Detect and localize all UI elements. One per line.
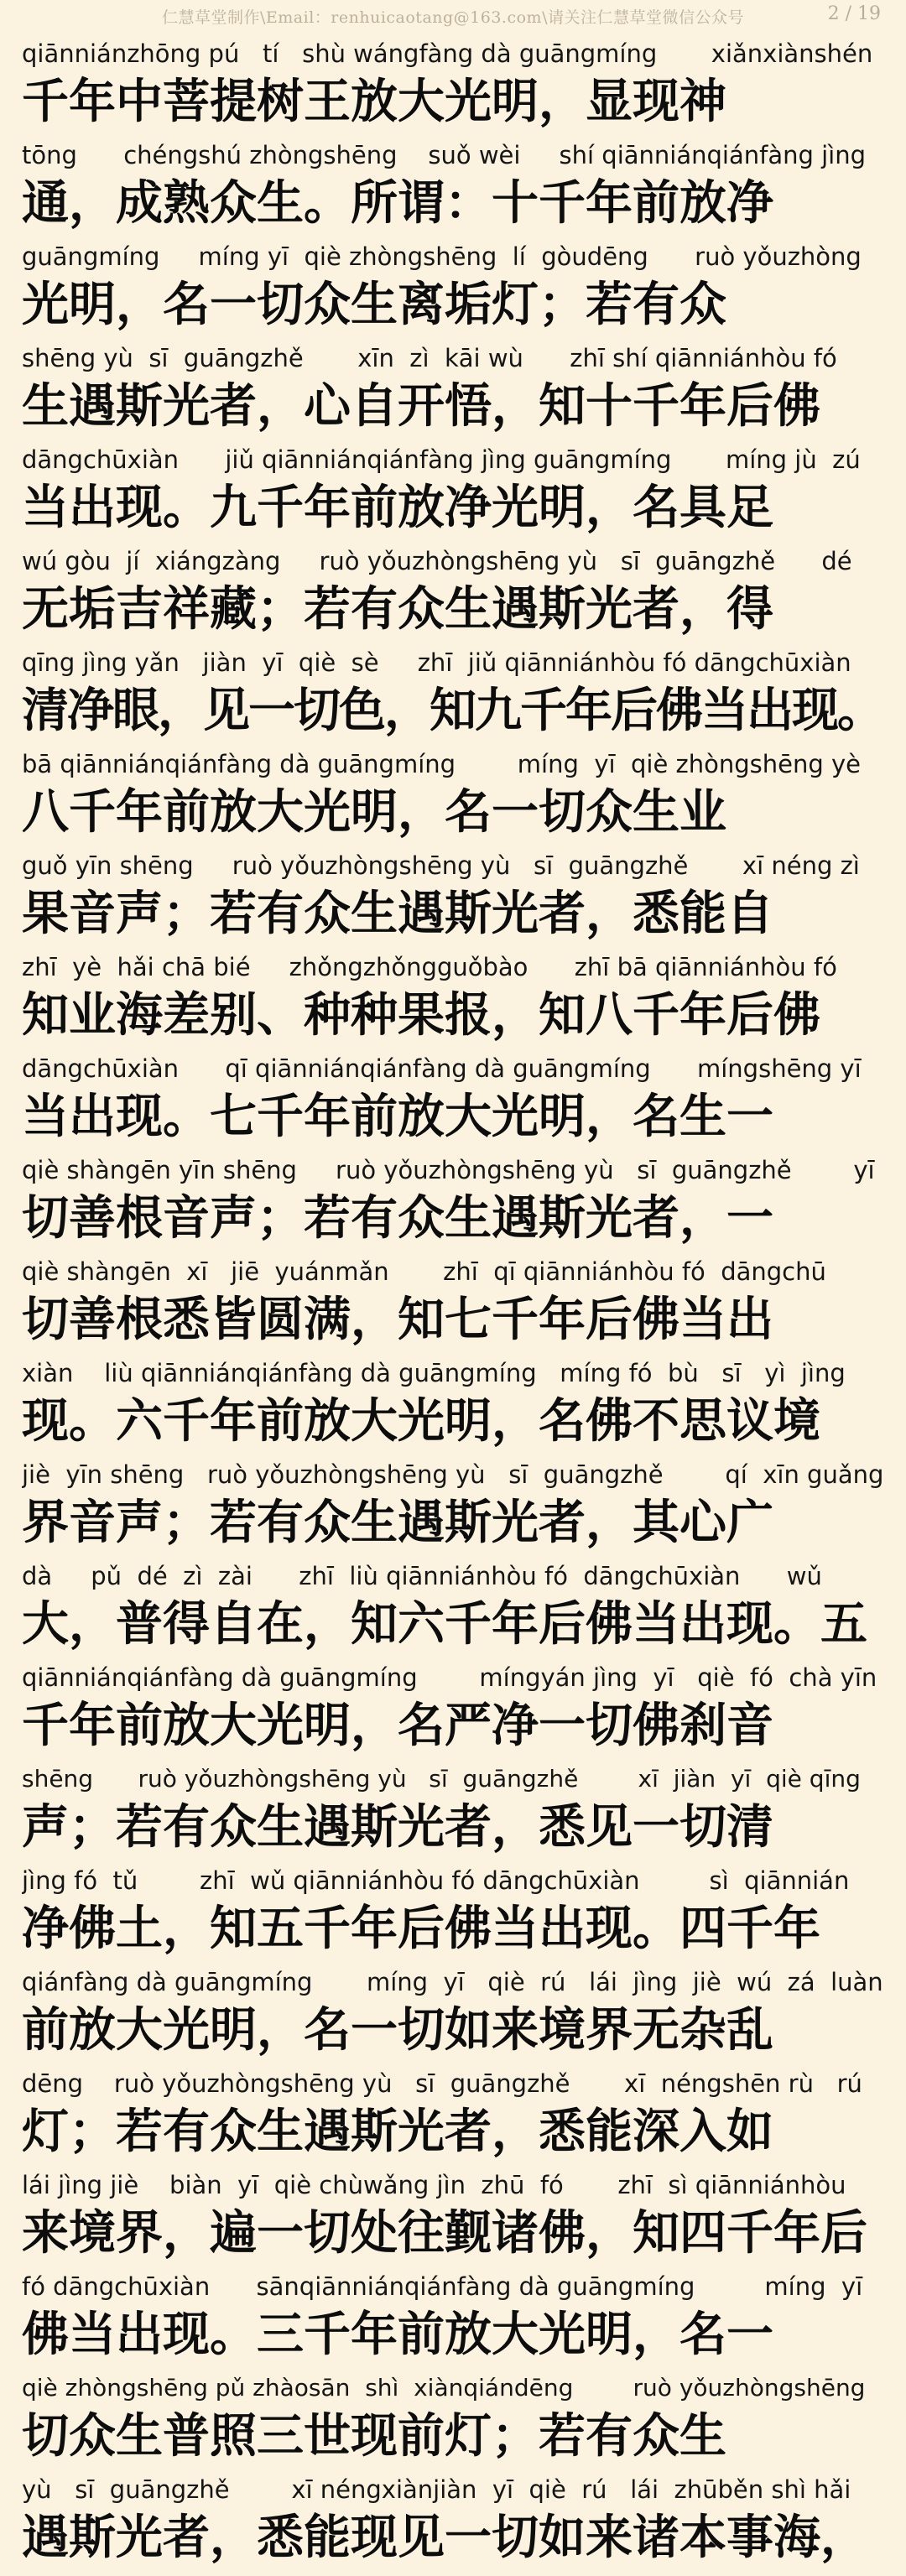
pinyin-line: bā qiānniánqiánfàng dà guāngmíng míng yī qiè zhòngshēng yè <box>22 750 861 778</box>
text-line <box>22 1460 884 1561</box>
hanzi-line: 千年中菩提树王放大光明，显现神 <box>22 74 726 129</box>
hanzi-line: 当出现。九千年前放净光明，名具足 <box>22 480 773 535</box>
text-line <box>22 1561 884 1663</box>
page-header <box>22 0 884 39</box>
text-line <box>22 1866 884 1967</box>
text-body <box>22 39 884 2576</box>
pinyin-line: qīng jìng yǎn jiàn yī qiè sè zhī jiǔ qiānniánhòu fó dāngchūxiàn <box>22 648 851 677</box>
text-line <box>22 749 884 851</box>
pinyin-line: qiánfàng dà guāngmíng míng yī qiè rú lái jìng jiè wú zá luàn <box>22 1968 883 1996</box>
hanzi-line: 遇斯光者，悉能现见一切如来诸本事海， <box>22 2510 867 2565</box>
hanzi-line: 当出现。七千年前放大光明，名生一 <box>22 1089 773 1144</box>
pinyin-line: fó dāngchūxiàn sānqiānniánqiánfàng dà guāngmíng míng yī <box>22 2272 863 2301</box>
pinyin-line: jìng fó tǔ zhī wǔ qiānniánhòu fó dāngchūxiàn sì qiānnián <box>22 1866 850 1895</box>
hanzi-line: 无垢吉祥藏；若有众生遇斯光者，得 <box>22 581 773 637</box>
text-line <box>22 1155 884 1257</box>
pinyin-line: zhī yè hǎi chā bié zhǒngzhǒngguǒbào zhī bā qiānniánhòu fó <box>22 953 837 981</box>
hanzi-line: 来境界，遍一切处往觐诸佛，知四千年后 <box>22 2205 867 2261</box>
text-line <box>22 2170 884 2272</box>
hanzi-line: 切善根悉皆圆满，知七千年后佛当出 <box>22 1292 773 1347</box>
hanzi-line: 净佛土，知五千年后佛当出现。四千年 <box>22 1901 820 1956</box>
hanzi-line: 切众生普照三世现前灯；若有众生 <box>22 2408 726 2464</box>
text-line <box>22 648 884 749</box>
page-number: 2 / 19 <box>827 3 881 24</box>
text-line <box>22 445 884 546</box>
pinyin-line: qiānniánqiánfàng dà guāngmíng míngyán jìng yī qiè fó chà yīn <box>22 1663 877 1692</box>
pinyin-line: qiè shàngēn xī jiē yuánmǎn zhī qī qiānniánhòu fó dāngchū <box>22 1257 826 1286</box>
text-line <box>22 952 884 1054</box>
text-line <box>22 546 884 648</box>
header-watermark: 仁慧草堂制作\Email：renhuicaotang@163.com\请关注仁慧草堂微信公众号 <box>162 8 744 27</box>
pinyin-line: qiè shàngēn yīn shēng ruò yǒuzhòngshēng yù sī guāngzhě yī <box>22 1156 875 1184</box>
hanzi-line: 生遇斯光者，心自开悟，知十千年后佛 <box>22 378 820 434</box>
hanzi-line: 知业海差别、种种果报，知八千年后佛 <box>22 987 820 1043</box>
hanzi-line: 千年前放大光明，名严净一切佛刹音 <box>22 1698 773 1753</box>
hanzi-line: 八千年前放大光明，名一切众生业 <box>22 784 726 840</box>
text-line <box>22 2069 884 2170</box>
hanzi-line: 前放大光明，名一切如来境界无杂乱 <box>22 2002 773 2058</box>
pinyin-line: dà pǔ dé zì zài zhī liù qiānniánhòu fó dāngchūxiàn wǔ <box>22 1562 822 1590</box>
hanzi-line: 果音声；若有众生遇斯光者，悉能自 <box>22 886 773 941</box>
pinyin-line: jiè yīn shēng ruò yǒuzhòngshēng yù sī guāngzhě qí xīn guǎng <box>22 1460 884 1489</box>
text-line <box>22 1257 884 1358</box>
text-line <box>22 1358 884 1460</box>
hanzi-line: 灯；若有众生遇斯光者，悉能深入如 <box>22 2104 773 2159</box>
pinyin-line: wú gòu jí xiángzàng ruò yǒuzhòngshēng yù sī guāngzhě dé <box>22 547 852 575</box>
pinyin-line: shēng yù sī guāngzhě xīn zì kāi wù zhī shí qiānniánhòu fó <box>22 344 837 372</box>
text-line <box>22 2373 884 2475</box>
pinyin-line: dēng ruò yǒuzhòngshēng yù sī guāngzhě xī néngshēn rù rú <box>22 2069 862 2098</box>
text-line <box>22 851 884 952</box>
text-line <box>22 1054 884 1155</box>
pinyin-line: qiānniánzhōng pú tí shù wángfàng dà guāngmíng xiǎnxiànshén <box>22 39 873 68</box>
hanzi-line: 通，成熟众生。所谓：十千年前放净 <box>22 175 773 231</box>
hanzi-line: 界音声；若有众生遇斯光者，其心广 <box>22 1495 773 1550</box>
text-line <box>22 1663 884 1764</box>
pinyin-line: qiè zhòngshēng pǔ zhàosān shì xiànqiándēng ruò yǒuzhòngshēng <box>22 2374 866 2402</box>
pinyin-line: guāngmíng míng yī qiè zhòngshēng lí gòudēng ruò yǒuzhòng <box>22 242 862 271</box>
text-line <box>22 242 884 343</box>
pinyin-line: guǒ yīn shēng ruò yǒuzhòngshēng yù sī guāngzhě xī néng zì <box>22 851 860 880</box>
hanzi-line: 光明，名一切众生离垢灯；若有众 <box>22 277 726 332</box>
hanzi-line: 清净眼，见一切色，知九千年后佛当出现。 <box>22 683 883 738</box>
text-line <box>22 39 884 140</box>
text-line <box>22 1764 884 1866</box>
pinyin-line: yù sī guāngzhě xī néngxiànjiàn yī qiè rú lái zhūběn shì hǎi <box>22 2475 851 2504</box>
pinyin-line: dāngchūxiàn qī qiānniánqiánfàng dà guāngmíng míngshēng yī <box>22 1054 862 1083</box>
pinyin-line: dāngchūxiàn jiǔ qiānniánqiánfàng jìng guāngmíng míng jù zú <box>22 445 861 474</box>
text-line <box>22 343 884 445</box>
text-line <box>22 140 884 242</box>
pinyin-line: lái jìng jiè biàn yī qiè chùwǎng jìn zhū fó zhī sì qiānniánhòu <box>22 2171 846 2199</box>
hanzi-line: 现。六千年前放大光明，名佛不思议境 <box>22 1393 820 1449</box>
pinyin-line: shēng ruò yǒuzhòngshēng yù sī guāngzhě xī jiàn yī qiè qīng <box>22 1765 861 1793</box>
hanzi-line: 切善根音声；若有众生遇斯光者，一 <box>22 1190 773 1246</box>
hanzi-line: 大，普得自在，知六千年后佛当出现。五 <box>22 1596 867 1652</box>
text-line <box>22 2272 884 2373</box>
pinyin-line: xiàn liù qiānniánqiánfàng dà guāngmíng míng fó bù sī yì jìng <box>22 1359 846 1387</box>
pinyin-line: tōng chéngshú zhòngshēng suǒ wèi shí qiānniánqiánfàng jìng <box>22 141 867 169</box>
hanzi-line: 声；若有众生遇斯光者，悉见一切清 <box>22 1799 773 1855</box>
text-line <box>22 1967 884 2069</box>
text-line <box>22 2475 884 2576</box>
hanzi-line: 佛当出现。三千年前放大光明，名一 <box>22 2307 773 2362</box>
